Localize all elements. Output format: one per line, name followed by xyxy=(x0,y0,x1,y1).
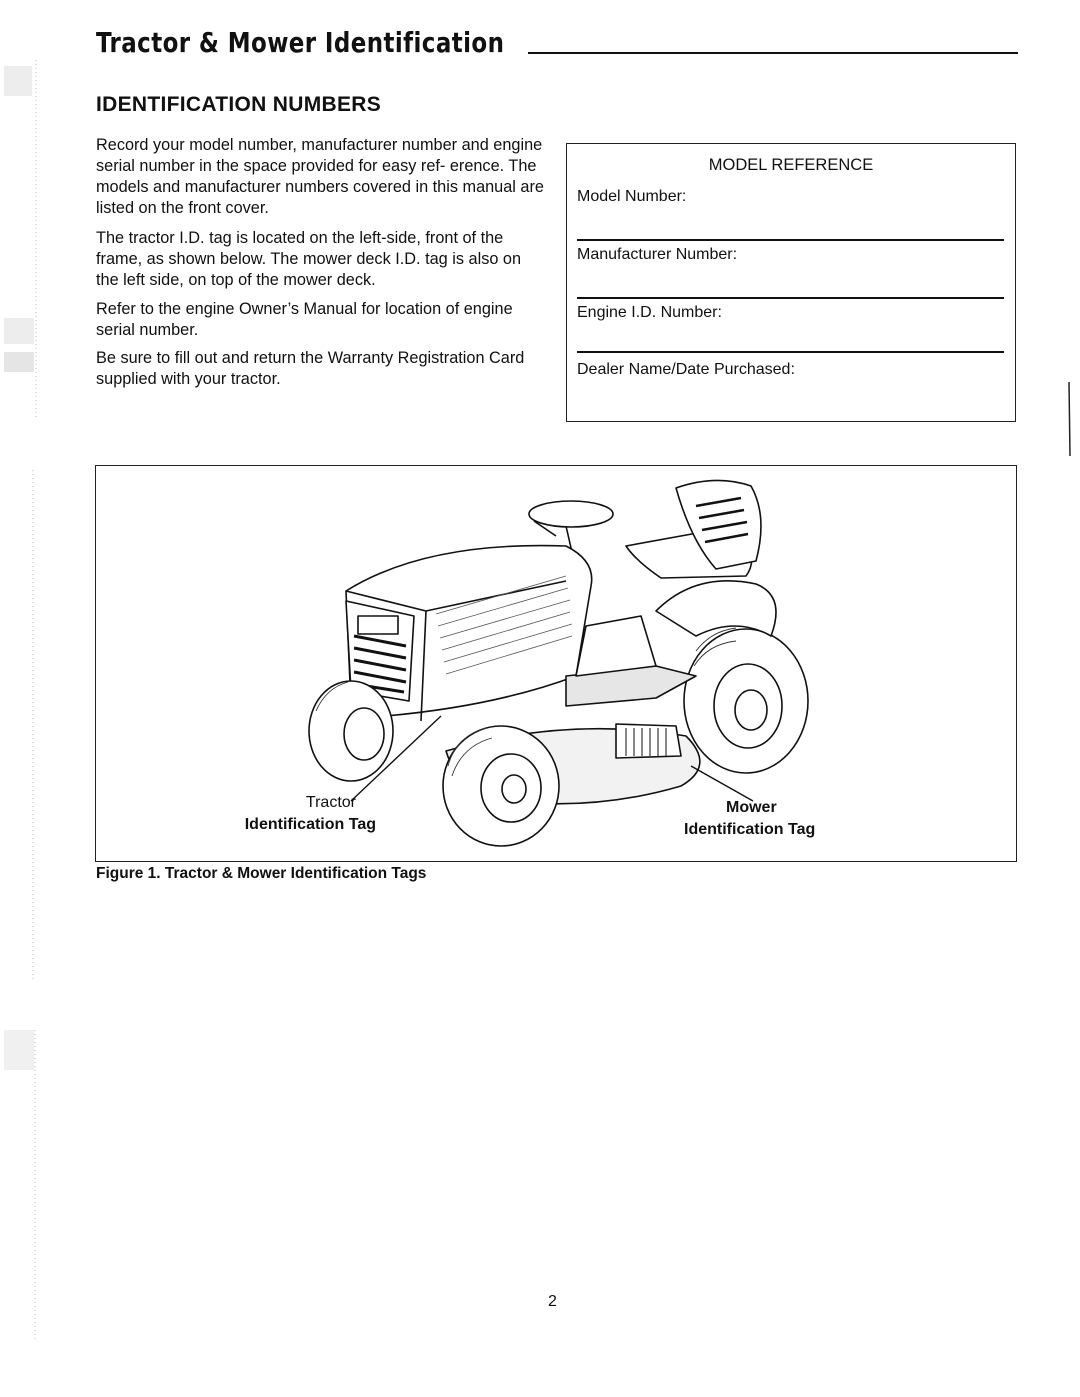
mower-tag-label-line2: Identification Tag xyxy=(684,821,816,838)
engine-id-number-label: Engine I.D. Number: xyxy=(577,304,722,321)
scan-mark-right xyxy=(1064,380,1074,460)
page-number: 2 xyxy=(548,1293,557,1310)
title-rule xyxy=(528,52,1018,54)
dealer-name-date-label: Dealer Name/Date Purchased: xyxy=(577,361,795,378)
paragraph-engine-manual: Refer to the engine Owner’s Manual for location of engine serial number. xyxy=(96,300,513,339)
paragraph-record-numbers: Record your model number, manufacturer number and engine serial number in the space provided for easy ref- erence. The models and manufacturer numbers covered in this manual are listed on the front cover. xyxy=(96,136,544,217)
manufacturer-number-line[interactable] xyxy=(577,297,1004,299)
engine-id-number-line[interactable] xyxy=(577,351,1004,353)
manufacturer-number-label: Manufacturer Number: xyxy=(577,246,738,263)
section-heading: IDENTIFICATION NUMBERS xyxy=(96,93,382,116)
model-reference-box xyxy=(566,143,1016,422)
tractor-tag-label-line2: Identification Tag xyxy=(244,816,376,833)
figure-caption: Figure 1. Tractor & Mower Identification Tags xyxy=(96,865,427,882)
paragraph-warranty: Be sure to fill out and return the Warranty Registration Card supplied with your tractor. xyxy=(96,349,525,388)
figure-box xyxy=(95,465,1017,862)
tractor-illustration xyxy=(96,466,1016,861)
scan-edge-marks xyxy=(0,0,40,1397)
tractor-tag-label-line1: Tractor xyxy=(305,794,356,811)
mower-tag-label-line1: Mower xyxy=(726,799,777,816)
model-reference-title: MODEL REFERENCE xyxy=(708,156,874,174)
paragraph-tag-location: The tractor I.D. tag is located on the left-side, front of the frame, as shown below. The mower deck I.D. tag is also on the left side, on top of the mower deck. xyxy=(96,229,522,289)
model-number-label: Model Number: xyxy=(577,188,687,205)
model-number-line[interactable] xyxy=(577,239,1004,241)
page-title: Tractor & Mower Identification xyxy=(96,26,505,59)
